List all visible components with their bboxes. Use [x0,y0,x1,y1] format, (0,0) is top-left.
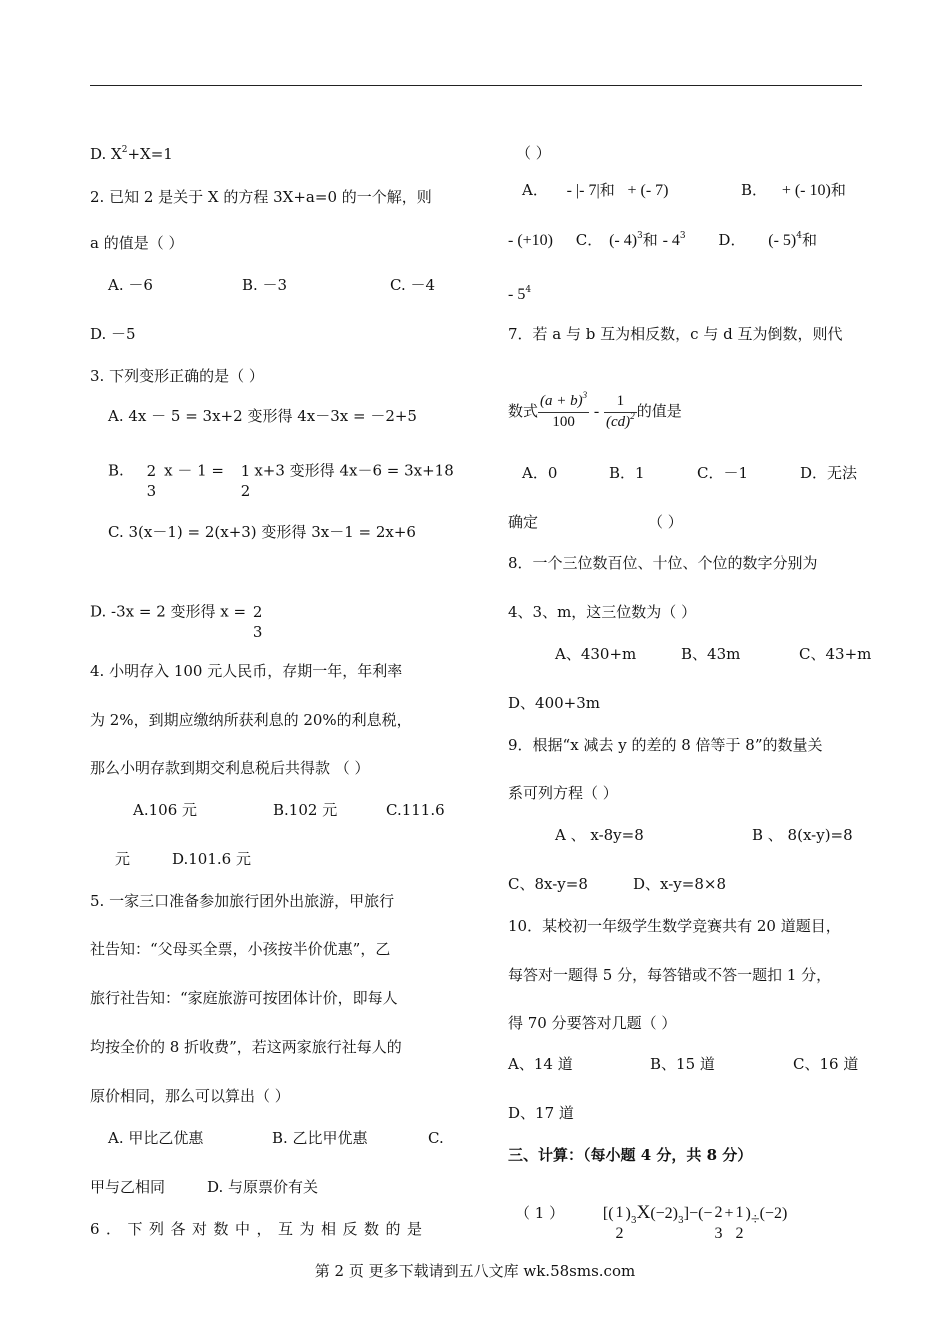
q3-option-c: C. 3(x－1) = 2(x+3) 变形得 3x－1 = 2x+6 [108,523,416,541]
q4-option-c-unit: 元 [115,850,131,868]
q5-option-a: A. 甲比乙优惠 [108,1129,204,1147]
header-rule [90,85,862,86]
q10-line2: 每答对一题得 5 分，每答错或不答一题扣 1 分， [508,966,832,984]
q5-option-c: C. [428,1129,444,1147]
q2-option-d: D. －5 [90,325,136,343]
q6-option-b: B． + (- 10)和 [741,181,846,199]
q4-option-a: A.106 元 [133,801,197,819]
q5-line5: 原价相同，那么可以算出（ ） [90,1087,290,1105]
q7-paren: （ ） [648,513,683,531]
q5-line2: 社告知：“父母买全票，小孩按半价优惠”，乙 [90,940,391,958]
q5-option-b: B. 乙比甲优惠 [272,1129,368,1147]
option-d-x2: D. $X^2+X=1$ [90,145,173,163]
q8-line1: 8．一个三位数百位、十位、个位的数字分别为 [508,554,818,572]
q2-line2: a 的值是（ ） [90,234,184,252]
section-3-title: 三、计算：（每小题 4 分，共 8 分） [508,1146,753,1164]
q7-expression: 数式 $\frac{(a + b)^3}{100}$ - $\frac{1}{(cd)^2}$ 的值是 [508,390,682,430]
q7-line1: 7．若 a 与 b 互为相反数，c 与 d 互为倒数，则代 [508,325,843,343]
q8-option-d: D、400+3m [508,694,600,712]
q4-option-c: C.111.6 [386,801,445,819]
page-footer: 第 2 页 更多下载请到五八文库 wk.58sms.com [314,1262,636,1280]
q5-line3: 旅行社告知：“家庭旅游可按团体计价，即每人 [90,989,398,1007]
q9-option-b: B 、 8(x-y)=8 [752,826,853,844]
q4-line2: 为 2%，到期应缴纳所获利息的 20%的利息税， [90,711,412,729]
q8-option-b: B、43m [681,645,741,663]
q9-option-a: A 、 x-8y=8 [555,826,644,844]
q6-line1: 6．下列各对数中，互为相反数的是 [90,1220,429,1238]
q5-line4: 均按全价的 8 折收费”，若这两家旅行社每人的 [90,1038,402,1056]
q7-option-a: A．0 [522,464,558,482]
q2-option-a: A. －6 [108,276,153,294]
q9-line2: 系可列方程（ ） [508,784,618,802]
q5-line1: 5. 一家三口准备参加旅行团外出旅游，甲旅行 [90,892,395,910]
q8-line2: 4、3、m，这三位数为（ ） [508,603,697,621]
q6-option-b-cont: - (+10) C． (- 4)$^3$和 - $4^3$ D． (- 5)$^4$和 [508,231,817,249]
q2-option-c: C. －4 [390,276,436,294]
q2-option-b: B. －3 [242,276,288,294]
q7-option-d: D．无法 [800,464,858,482]
q7-option-d-cont: 确定 [508,513,539,531]
q8-option-a: A、430+m [555,645,637,663]
q3-option-a: A. 4x － 5 = 3x+2 变形得 4x－3x = －2+5 [108,407,417,425]
q7-option-b: B．1 [609,464,645,482]
q10-option-d: D、17 道 [508,1104,574,1122]
calc-1: （ 1 ） [( 1 2 )$_3X(-2)_3]-(-$ 2 3 + 1 2 )÷(−2) [515,1201,788,1242]
q10-line1: 10．某校初一年级学生数学竞赛共有 20 道题目， [508,917,841,935]
q4-line1: 4. 小明存入 100 元人民币，存期一年，年利率 [90,662,403,680]
q6-option-d-cont: - $5^4$ [508,285,532,303]
q6-paren: （ ） [516,144,551,162]
q4-line3: 那么小明存款到期交利息税后共得款 （ ） [90,759,370,777]
q3-option-b: B. 2 3 x － 1 = 1 2 x+3 变形得 4x－6 = 3x+18 [108,461,454,500]
q4-option-d: D.101.6 元 [172,850,251,868]
q3-option-d: D. -3x = 2 变形得 x = 2 3 [90,602,263,641]
q5-option-d: D. 与原票价有关 [207,1178,319,1196]
q9-option-d: D、x-y=8×8 [633,875,726,893]
q10-option-c: C、16 道 [793,1055,859,1073]
q4-option-b: B.102 元 [273,801,338,819]
q6-option-a: A． - |- 7|和 + (- 7) [522,181,669,199]
q3-stem: 3. 下列变形正确的是（ ） [90,367,264,385]
q10-line3: 得 70 分要答对几题（ ） [508,1014,677,1032]
q10-option-b: B、15 道 [650,1055,715,1073]
q10-option-a: A、14 道 [508,1055,573,1073]
q8-option-c: C、43+m [799,645,872,663]
q2-line1: 2. 已知 2 是关于 X 的方程 3X+a=0 的一个解，则 [90,188,432,206]
q5-option-c-text: 甲与乙相同 [90,1178,166,1196]
q7-option-c: C．－1 [697,464,749,482]
q9-option-c: C、8x-y=8 [508,875,588,893]
q9-line1: 9．根据“x 减去 y 的差的 8 倍等于 8”的数量关 [508,736,823,754]
